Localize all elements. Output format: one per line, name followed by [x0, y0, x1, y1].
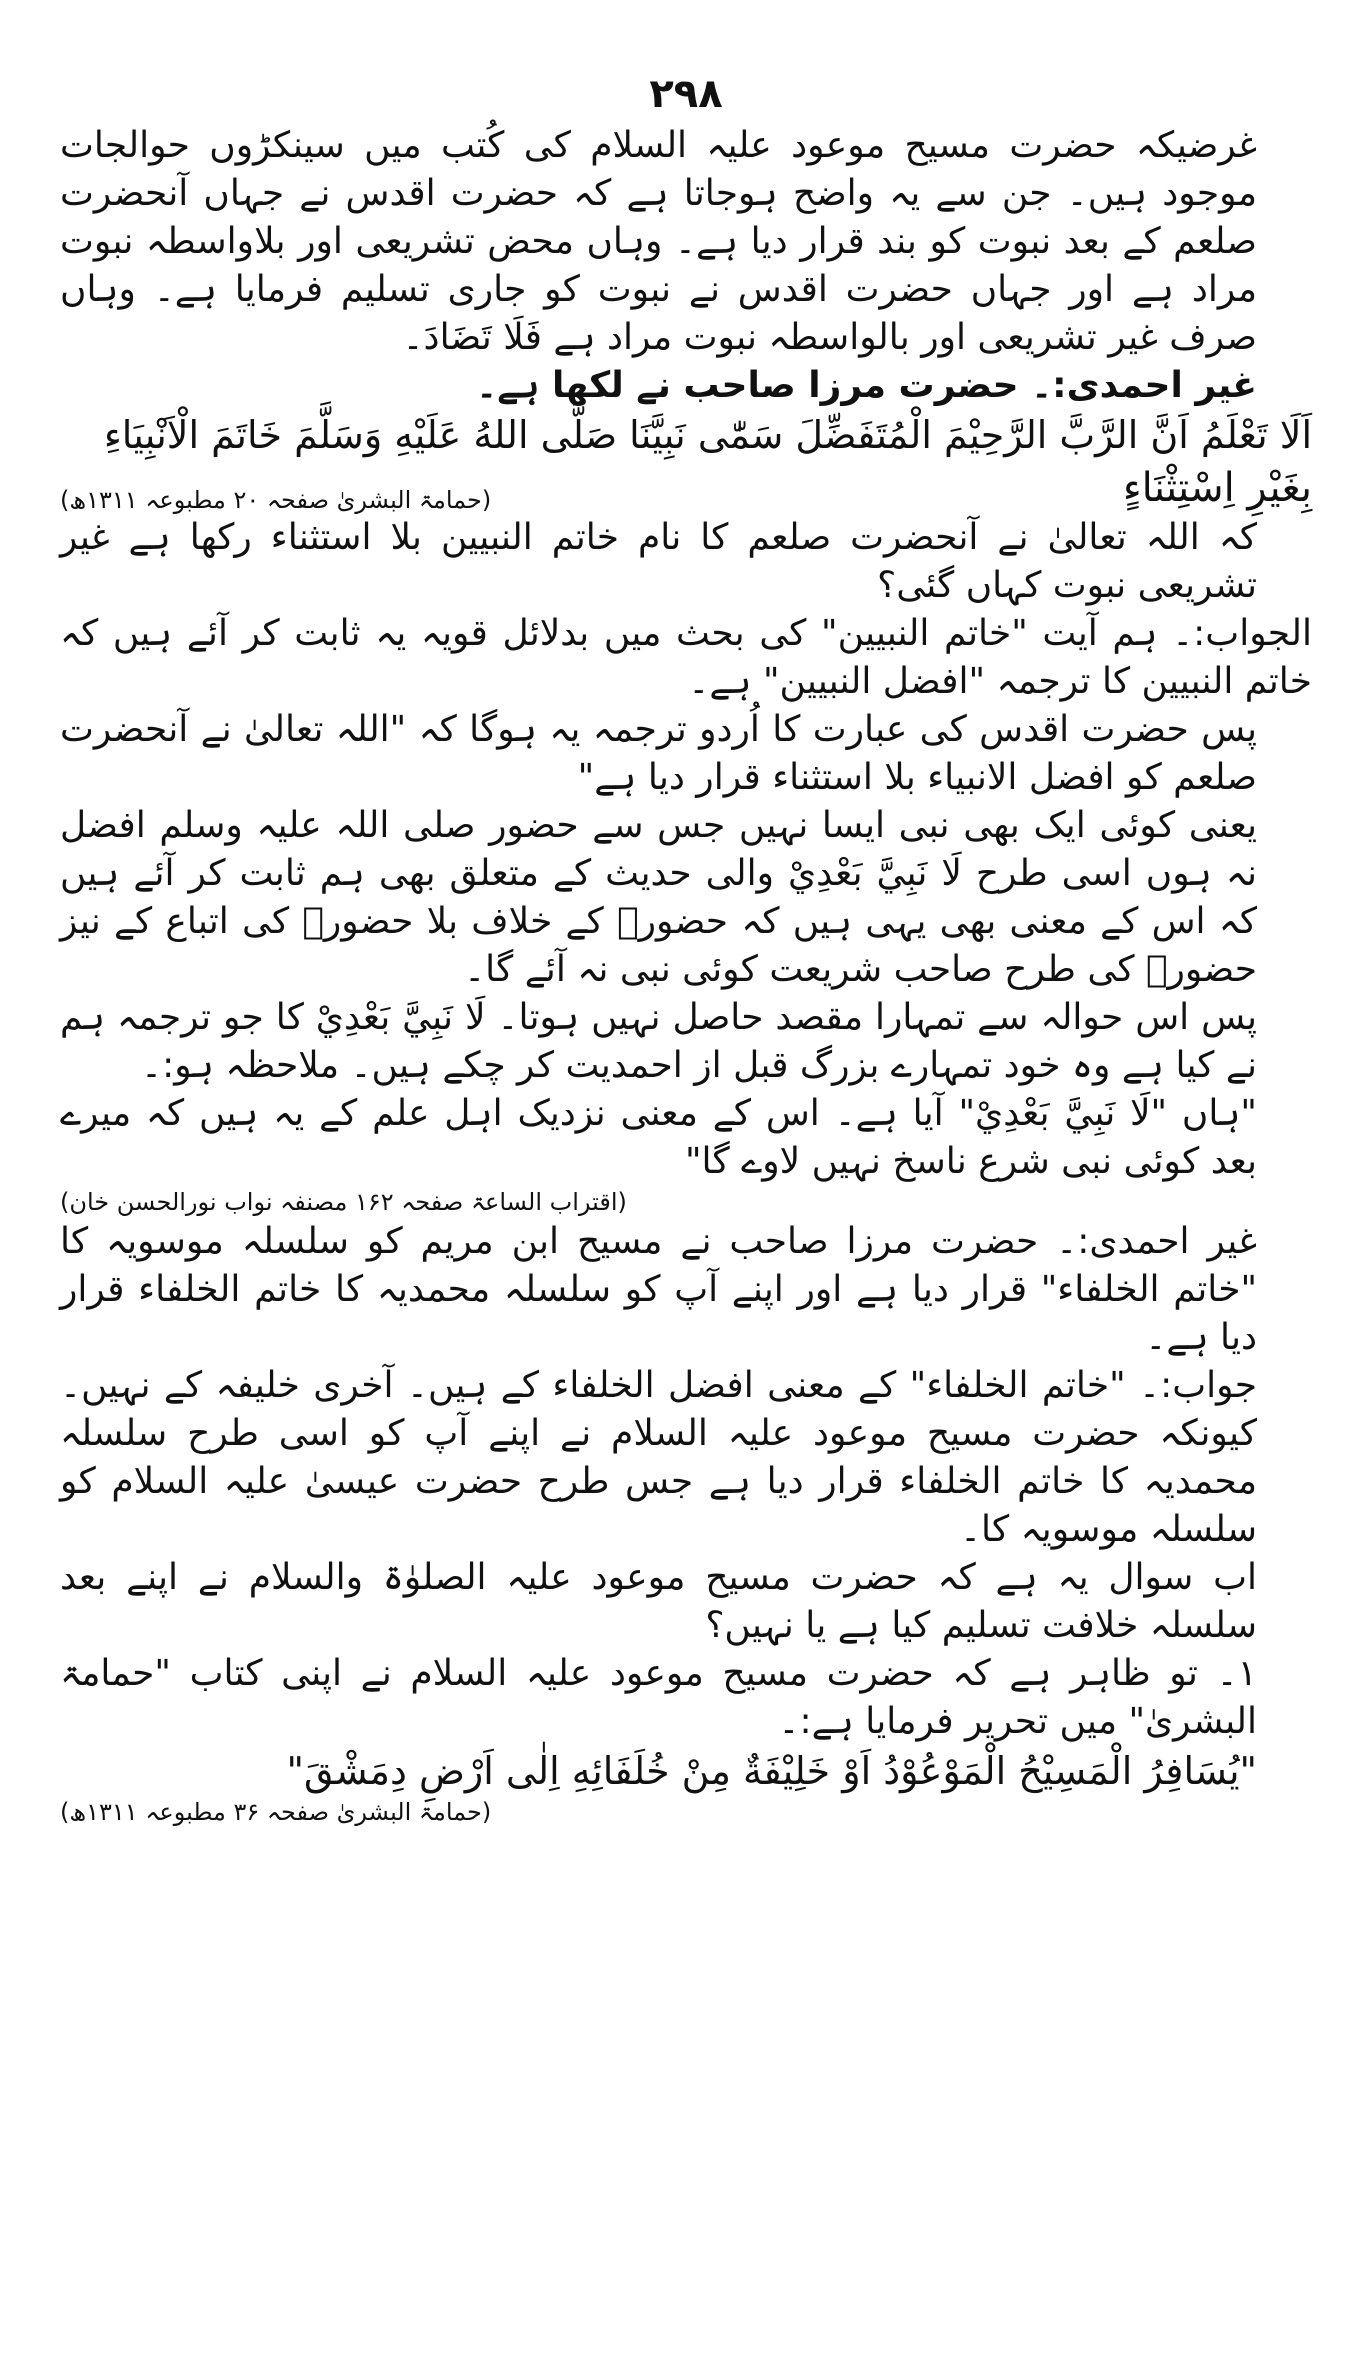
objection-heading-1: غیر احمدی:۔ حضرت مرزا صاحب نے لکھا ہے۔	[476, 365, 1257, 406]
arabic-quote-1-ending: بِغَيْرِ اِسْتِثْنَاءٍ	[1122, 465, 1312, 511]
paragraph-translation-1: کہ اللہ تعالیٰ نے آنحضرت صلعم کا نام خاتم النبیین بلا استثناء رکھا ہے غیر تشریعی نبوت کہاں گئی؟	[60, 517, 1257, 606]
reference-hamamat-1: (حمامۃ البشریٰ صفحہ ۲۰ مطبوعہ ۱۳۱۱ھ)	[60, 486, 492, 514]
paragraph-question: اب سوال یہ ہے کہ حضرت مسیح موعود علیہ الصلوٰۃ والسلام نے اپنے بعد سلسلہ خلافت تسلیم کیا ہے یا نہیں؟	[60, 1557, 1257, 1646]
paragraph-translation-2: پس حضرت اقدس کی عبارت کا اُردو ترجمہ یہ ہوگا کہ "اللہ تعالیٰ نے آنحضرت صلعم کو افضل الانبیاء بلا استثناء قرار دیا ہے"	[60, 709, 1257, 798]
reference-iqtirab: (اقتراب الساعۃ صفحہ ۱۶۲ مصنفہ نواب نورالحسن خان)	[60, 1188, 627, 1216]
reference-hamamat-2: (حمامۃ البشریٰ صفحہ ۳۶ مطبوعہ ۱۳۱۱ھ)	[60, 1798, 492, 1826]
page-content	[60, 122, 1312, 1828]
paragraph-point-1: ۱۔ تو ظاہر ہے کہ حضرت مسیح موعود علیہ السلام نے اپنی کتاب "حمامۃ البشریٰ" میں تحریر فرمایا ہے:۔	[60, 1653, 1257, 1742]
arabic-quote-2: "يُسَافِرُ الْمَسِيْحُ الْمَوْعُوْدُ اَوْ خَلِيْفَةٌ مِنْ خُلَفَائِهِ اِلٰى اَرْضِ دِمَشْقَ"	[286, 1749, 1257, 1793]
arabic-quote-1: اَلَا تَعْلَمُ اَنَّ الرَّبَّ الرَّحِيْمَ الْمُتَفَضِّلَ سَمّٰى نَبِيَّنَا صَلَّى اللهُ عَلَيْهِ وَسَلَّمَ خَاتَمَ الْاَنْبِيَاءِ	[103, 413, 1312, 457]
quote-elders: "ہاں "لَا نَبِيَّ بَعْدِيْ" آیا ہے۔ اس کے معنی نزدیک اہل علم کے یہ ہیں کہ میرے بعد کوئی نبی شرع ناسخ نہیں لاوے گا"	[60, 1093, 1257, 1182]
paragraph-hadith-meaning: پس اس حوالہ سے تمہارا مقصد حاصل نہیں ہوتا۔ لَا نَبِيَّ بَعْدِيْ کا جو ترجمہ ہم نے کیا ہے وہ خود تمہارے بزرگ قبل از احمدیت کر چکے ہیں۔ ملاحظہ ہو:۔	[60, 997, 1257, 1086]
paragraph-summary: غرضیکہ حضرت مسیح موعود علیہ السلام کی کُتب میں سینکڑوں حوالجات موجود ہیں۔ جن سے یہ واضح ہوجاتا ہے کہ حضرت اقدس نے جہاں آنحضرت صلعم کے بعد نبوت کو بند قرار دیا ہے۔ وہاں محض تشریعی اور بلاواسطہ نبوت مراد ہے اور جہاں حضرت اقدس نے نبوت کو جاری تسلیم فرمایا ہے۔ وہاں صرف غیر تشریعی اور بالواسطہ نبوت مراد ہے فَلَا تَضَادَ۔	[60, 125, 1257, 358]
paragraph-answer-1: الجواب:۔ ہم آیت "خاتم النبیین" کی بحث میں بدلائل قویہ یہ ثابت کر آئے ہیں کہ خاتم النبیین کا ترجمہ "افضل النبیین" ہے۔	[60, 613, 1312, 702]
page-number: ۲۹۸	[649, 71, 723, 117]
paragraph-answer-2: جواب:۔ "خاتم الخلفاء" کے معنی افضل الخلفاء کے ہیں۔ آخری خلیفہ کے نہیں۔ کیونکہ حضرت مسیح موعود علیہ السلام نے اپنے آپ کو اسی طرح سلسلہ محمدیہ کا خاتم الخلفاء قرار دیا ہے جس طرح حضرت عیسیٰ علیہ السلام کو سلسلہ موسویہ کا۔	[60, 1365, 1257, 1550]
objection-heading-2: غیر احمدی:۔ حضرت مرزا صاحب نے مسیح ابن مریم کو سلسلہ موسویہ کا "خاتم الخلفاء" قرار دیا ہے اور اپنے آپ کو سلسلہ محمدیہ کا خاتم الخلفاء قرار دیا ہے۔	[60, 1221, 1257, 1358]
arabic-quote-ending-line	[60, 460, 1312, 514]
paragraph-explanation: یعنی کوئی ایک بھی نبی ایسا نہیں جس سے حضور صلی اللہ علیہ وسلم افضل نہ ہوں اسی طرح لَا نَبِيَّ بَعْدِيْ والی حدیث کے متعلق بھی ہم ثابت کر آئے ہیں کہ اس کے معنی بھی یہی ہیں کہ حضورؐ کے خلاف بلا حضورؐ کی اتباع کے نیز حضورؐ کی طرح صاحب شریعت کوئی نبی نہ آئے گا۔	[60, 805, 1257, 990]
